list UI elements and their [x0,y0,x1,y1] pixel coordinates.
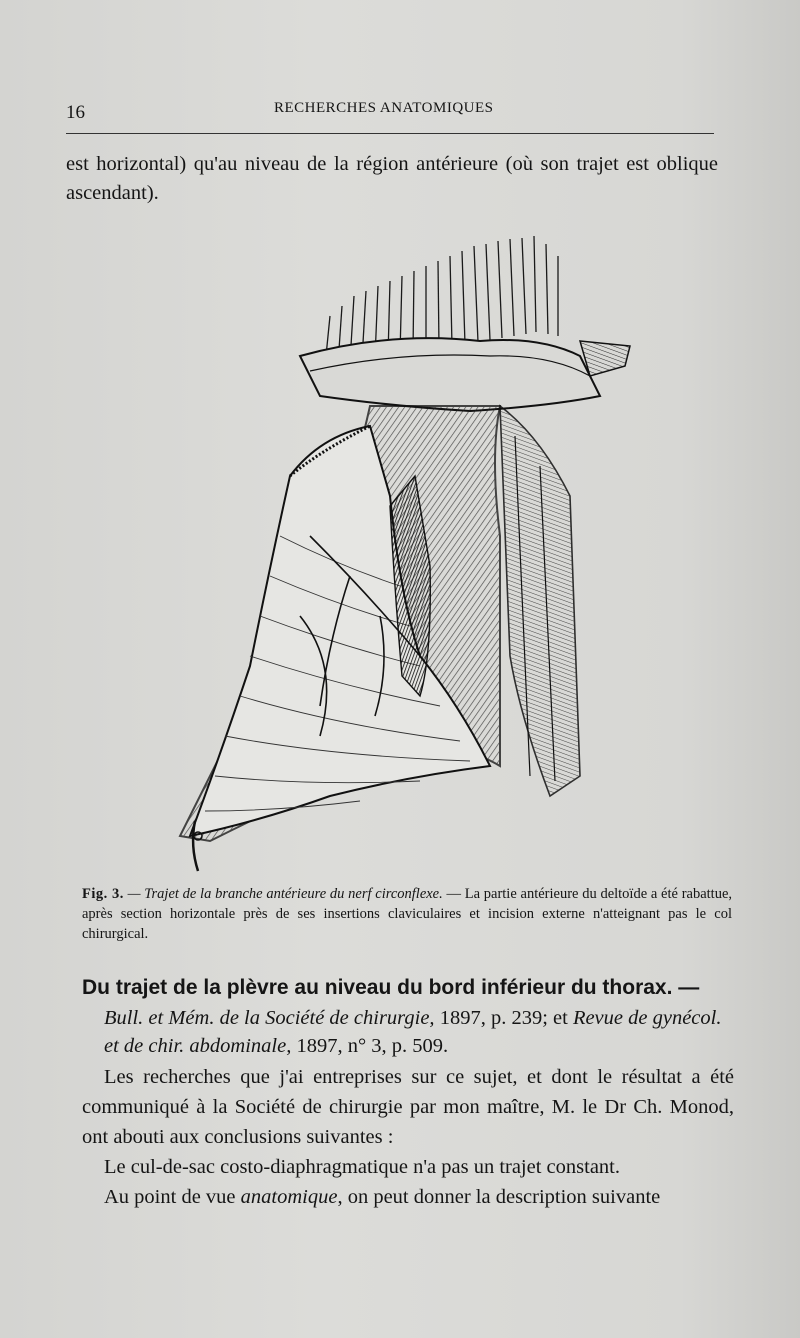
figure-caption [82,884,732,944]
body-text-run: Au point de vue [104,1186,241,1208]
intro-paragraph: est horizontal) qu'au niveau de la région antérieure (où son trajet est oblique ascendant). [66,153,718,204]
page-header [66,100,716,126]
body-emphasis: anatomique [240,1186,338,1208]
header-rule [66,133,714,134]
arm-muscles [500,406,580,796]
running-head: RECHERCHES ANATOMIQUES [274,100,494,116]
body-text [82,1062,734,1212]
body-paragraph: Les recherches que j'ai entreprises sur ce sujet, et dont le résultat a été communiqué à la Société de chirurgie par mon maître, M. le Dr Ch. Monod, ont abouti aux conclusions suivantes : [82,1066,734,1148]
page-number: 16 [66,102,85,123]
section-citation [104,1004,734,1060]
citation-ref-1: 1897, p. 239; et [434,1007,573,1029]
figure-label: Fig. 3. [82,886,124,902]
anatomical-illustration [170,236,640,876]
figure-caption-body: — La partie antérieure du deltoïde a été rabattue, après section horizontale près de ses insertions claviculaires et incision externe n'atteignant pas le col chirurgical. [82,886,733,942]
citation-ref-2: 1897, n° 3, p. 509. [291,1035,449,1057]
body-paragraph: Le cul-de-sac costo-diaphragmatique n'a pas un trajet constant. [104,1156,620,1178]
muscle-cut-edge [300,338,600,411]
citation-journal-2: Revue de gynécol. et de chir. abdominale, [104,1007,722,1057]
body-paragraph [82,1182,734,1212]
body-text-run: , on peut donner la description suivante [337,1186,661,1208]
citation-journal-1: Bull. et Mém. de la Société de chirurgie, [104,1007,435,1029]
figure-title: — Trajet de la branche antérieure du nerf circonflexe. [127,886,443,902]
section-title: Du trajet de la plèvre au niveau du bord inférieur du thorax. — [82,976,700,999]
